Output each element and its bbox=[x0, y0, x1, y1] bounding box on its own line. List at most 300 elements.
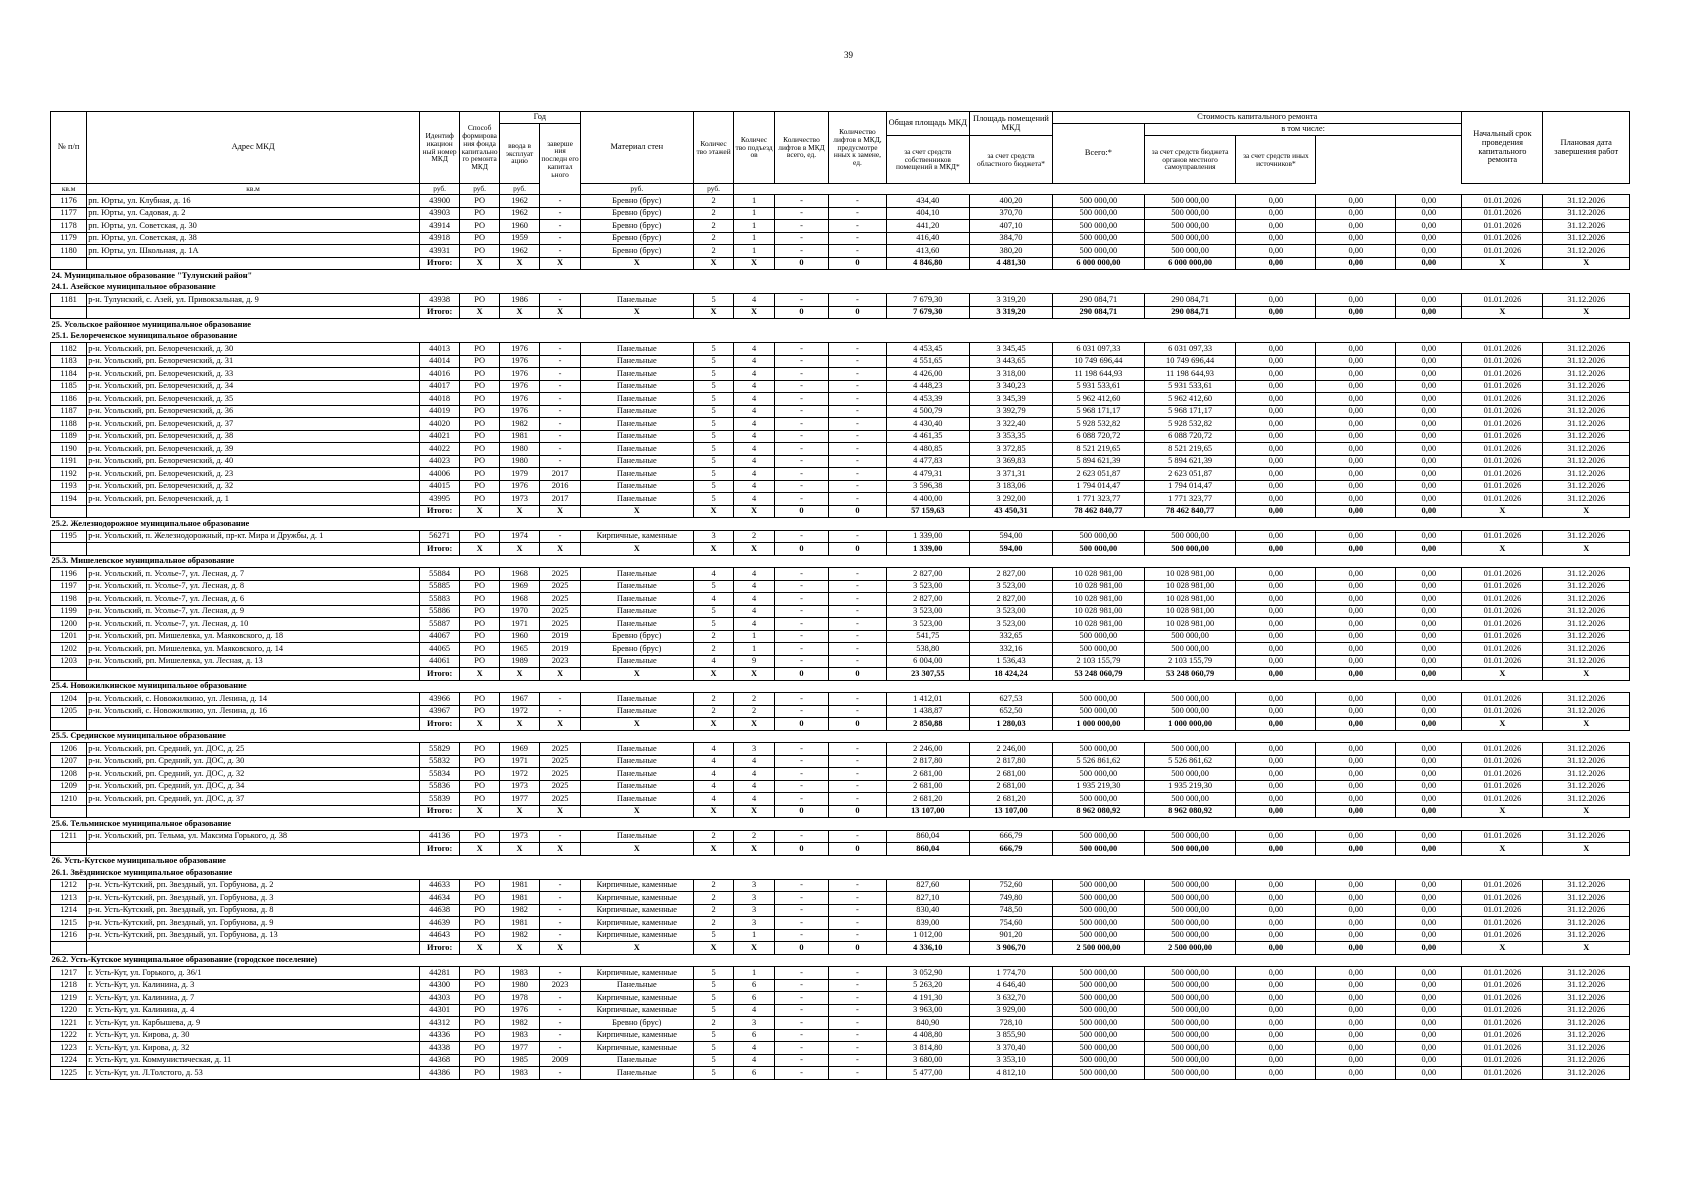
table-cell: РО bbox=[460, 232, 499, 245]
table-cell: 500 000,00 bbox=[1144, 195, 1236, 208]
table-cell: 0,00 bbox=[1316, 942, 1396, 955]
table-cell: Бревно (брус) bbox=[580, 1017, 693, 1030]
table-cell: р-н. Усольский, рп. Средний, ул. ДОС, д. 37 bbox=[87, 793, 420, 806]
table-cell: 441,20 bbox=[886, 220, 969, 233]
table-cell: 31.12.2026 bbox=[1543, 493, 1630, 506]
table-cell: 44639 bbox=[419, 917, 460, 930]
table-cell: 4 426,00 bbox=[886, 368, 969, 381]
table-cell: X bbox=[499, 543, 540, 556]
table-cell: Панельные bbox=[580, 755, 693, 768]
section-heading: 26.1. Звёзднинское муниципальное образование bbox=[51, 867, 233, 877]
table-row bbox=[51, 480, 1630, 493]
table-cell: 1976 bbox=[499, 1004, 540, 1017]
table-cell: 500 000,00 bbox=[1053, 979, 1145, 992]
table-cell: 5 bbox=[693, 1067, 734, 1080]
table-cell bbox=[51, 505, 87, 518]
table-cell: 01.01.2026 bbox=[1462, 755, 1543, 768]
table-cell: 44633 bbox=[419, 879, 460, 892]
table-cell: - bbox=[540, 294, 581, 307]
table-cell: г. Усть-Кут, ул. Коммунистическая, д. 11 bbox=[87, 1054, 420, 1067]
table-cell: - bbox=[829, 368, 887, 381]
table-cell: 2 681,00 bbox=[886, 768, 969, 781]
table-cell: - bbox=[829, 1017, 887, 1030]
table-cell: РО bbox=[460, 630, 499, 643]
table-cell: 0 bbox=[774, 257, 828, 270]
table-cell: - bbox=[829, 568, 887, 581]
table-cell: 5 bbox=[693, 618, 734, 631]
table-cell: 500 000,00 bbox=[1053, 643, 1145, 656]
table-cell: 6 088 720,72 bbox=[1144, 430, 1236, 443]
table-cell: - bbox=[829, 630, 887, 643]
table-cell: Панельные bbox=[580, 580, 693, 593]
section-heading: 26. Усть-Кутское муниципальное образование bbox=[51, 856, 226, 866]
table-row bbox=[51, 580, 1630, 593]
table-cell: 500 000,00 bbox=[1053, 743, 1145, 756]
table-cell: X bbox=[580, 306, 693, 319]
table-cell: 3 183,06 bbox=[969, 480, 1052, 493]
table-cell: 5 894 621,39 bbox=[1053, 455, 1145, 468]
table-cell: 0,00 bbox=[1316, 843, 1396, 856]
table-cell: 0,00 bbox=[1236, 306, 1316, 319]
table-cell: X bbox=[499, 718, 540, 731]
table-cell: 4 477,83 bbox=[886, 455, 969, 468]
table-cell: 4 bbox=[693, 593, 734, 606]
table-cell: 4 bbox=[693, 780, 734, 793]
table-cell: 3 372,85 bbox=[969, 443, 1052, 456]
section-heading-row bbox=[51, 282, 1630, 294]
table-cell: 0,00 bbox=[1316, 768, 1396, 781]
table-cell: 1191 bbox=[51, 455, 87, 468]
table-cell: Бревно (брус) bbox=[580, 643, 693, 656]
table-cell: 31.12.2026 bbox=[1543, 743, 1630, 756]
table-cell: - bbox=[540, 343, 581, 356]
col-id: Идентиф икацион ный номер МКД bbox=[419, 112, 460, 184]
table-cell: 4 bbox=[734, 1054, 775, 1067]
table-row bbox=[51, 405, 1630, 418]
table-cell: 0,00 bbox=[1396, 405, 1462, 418]
table-cell: 2 bbox=[693, 643, 734, 656]
table-cell: 0,00 bbox=[1316, 294, 1396, 307]
table-cell: 8 521 219,65 bbox=[1053, 443, 1145, 456]
table-cell: рп. Юрты, ул. Советская, д. 30 bbox=[87, 220, 420, 233]
table-cell: 0,00 bbox=[1236, 830, 1316, 843]
table-cell: 0,00 bbox=[1236, 979, 1316, 992]
table-cell: 0,00 bbox=[1396, 468, 1462, 481]
table-cell: 0,00 bbox=[1316, 668, 1396, 681]
table-cell: 01.01.2026 bbox=[1462, 530, 1543, 543]
table-cell: 500 000,00 bbox=[1053, 793, 1145, 806]
table-cell: р-н. Усольский, рп. Белореченский, д. 37 bbox=[87, 418, 420, 431]
table-cell: 4 bbox=[734, 493, 775, 506]
table-cell: 5 bbox=[693, 1054, 734, 1067]
table-cell: 31.12.2026 bbox=[1543, 568, 1630, 581]
table-cell: 3 bbox=[734, 892, 775, 905]
table-cell bbox=[51, 805, 87, 818]
table-cell bbox=[51, 668, 87, 681]
table-cell: 31.12.2026 bbox=[1543, 755, 1630, 768]
table-cell: 31.12.2026 bbox=[1543, 768, 1630, 781]
table-cell: 4 bbox=[734, 480, 775, 493]
table-cell: 44634 bbox=[419, 892, 460, 905]
table-cell: 0,00 bbox=[1316, 992, 1396, 1005]
table-cell: 500 000,00 bbox=[1053, 929, 1145, 942]
table-cell: 2 bbox=[693, 892, 734, 905]
table-cell: РО bbox=[460, 405, 499, 418]
table-cell: 31.12.2026 bbox=[1543, 580, 1630, 593]
table-cell: 1986 bbox=[499, 294, 540, 307]
table-cell: РО bbox=[460, 655, 499, 668]
table-cell: 0,00 bbox=[1236, 543, 1316, 556]
table-cell: 4 812,10 bbox=[969, 1067, 1052, 1080]
table-cell: X bbox=[460, 668, 499, 681]
table-cell: X bbox=[580, 805, 693, 818]
table-cell: 31.12.2026 bbox=[1543, 430, 1630, 443]
table-row bbox=[51, 455, 1630, 468]
table-cell: 839,00 bbox=[886, 917, 969, 930]
table-cell: 0,00 bbox=[1396, 195, 1462, 208]
table-cell: 666,79 bbox=[969, 830, 1052, 843]
table-cell: 0,00 bbox=[1396, 505, 1462, 518]
table-cell: 0,00 bbox=[1316, 1029, 1396, 1042]
table-cell: 4 bbox=[734, 405, 775, 418]
table-cell: 44019 bbox=[419, 405, 460, 418]
col-address: Адрес МКД bbox=[87, 112, 420, 184]
table-cell: 0,00 bbox=[1316, 755, 1396, 768]
table-cell: 500 000,00 bbox=[1144, 843, 1236, 856]
table-cell: 0,00 bbox=[1236, 368, 1316, 381]
table-cell: - bbox=[774, 1042, 828, 1055]
table-cell: 2 850,88 bbox=[886, 718, 969, 731]
table-cell: 44136 bbox=[419, 830, 460, 843]
table-cell: 0,00 bbox=[1236, 195, 1316, 208]
section-heading: 25.6. Тельминское муниципальное образование bbox=[51, 818, 232, 828]
table-cell: р-н. Усольский, рп. Тельма, ул. Максима Горького, д. 38 bbox=[87, 830, 420, 843]
table-cell: 1187 bbox=[51, 405, 87, 418]
table-cell: X bbox=[499, 505, 540, 518]
table-cell: 0,00 bbox=[1236, 805, 1316, 818]
table-cell: 4 336,10 bbox=[886, 942, 969, 955]
table-cell: 1217 bbox=[51, 967, 87, 980]
table-cell: Кирпичные, каменные bbox=[580, 917, 693, 930]
table-cell: 754,60 bbox=[969, 917, 1052, 930]
table-cell: 31.12.2026 bbox=[1543, 830, 1630, 843]
table-cell: 23 307,55 bbox=[886, 668, 969, 681]
table-cell: 1968 bbox=[499, 593, 540, 606]
table-cell: 55829 bbox=[419, 743, 460, 756]
col-cost-other: за счет средств иных источников* bbox=[1236, 136, 1316, 184]
table-cell: 1969 bbox=[499, 580, 540, 593]
table-cell: - bbox=[774, 655, 828, 668]
table-cell: 370,70 bbox=[969, 207, 1052, 220]
table-cell: 500 000,00 bbox=[1144, 543, 1236, 556]
table-cell: 1976 bbox=[499, 355, 540, 368]
table-cell: 0,00 bbox=[1396, 618, 1462, 631]
table-cell: 0,00 bbox=[1396, 979, 1462, 992]
unit-cost-local: руб. bbox=[580, 184, 693, 195]
table-cell: 2 103 155,79 bbox=[1053, 655, 1145, 668]
table-cell: 0 bbox=[774, 306, 828, 319]
table-cell: 500 000,00 bbox=[1144, 929, 1236, 942]
table-cell: 1972 bbox=[499, 705, 540, 718]
table-cell: 1190 bbox=[51, 443, 87, 456]
table-cell bbox=[51, 843, 87, 856]
table-cell: 31.12.2026 bbox=[1543, 1067, 1630, 1080]
table-row bbox=[51, 780, 1630, 793]
table-cell: РО bbox=[460, 879, 499, 892]
table-cell: 44013 bbox=[419, 343, 460, 356]
table-cell: 3 680,00 bbox=[886, 1054, 969, 1067]
table-cell: РО bbox=[460, 929, 499, 942]
table-cell: 0,00 bbox=[1396, 543, 1462, 556]
table-cell: - bbox=[829, 195, 887, 208]
table-cell: X bbox=[734, 543, 775, 556]
table-cell: 1983 bbox=[499, 967, 540, 980]
table-cell: 31.12.2026 bbox=[1543, 468, 1630, 481]
section-heading-row bbox=[51, 867, 1630, 879]
table-cell: - bbox=[774, 705, 828, 718]
table-cell: 0 bbox=[829, 668, 887, 681]
table-cell: р-н. Усольский, п. Усолье-7, ул. Лесная, д. 9 bbox=[87, 605, 420, 618]
table-cell: 1974 bbox=[499, 530, 540, 543]
table-cell: X bbox=[540, 543, 581, 556]
table-row bbox=[51, 393, 1630, 406]
table-cell: Кирпичные, каменные bbox=[580, 929, 693, 942]
table-cell: - bbox=[829, 904, 887, 917]
table-cell: 1 012,00 bbox=[886, 929, 969, 942]
table-cell: 31.12.2026 bbox=[1543, 693, 1630, 706]
table-cell: Панельные bbox=[580, 593, 693, 606]
table-cell: 44016 bbox=[419, 368, 460, 381]
table-cell: 1962 bbox=[499, 207, 540, 220]
table-cell: 01.01.2026 bbox=[1462, 593, 1543, 606]
table-cell: р-н. Усольский, рп. Белореченский, д. 32 bbox=[87, 480, 420, 493]
unit-total-area: кв.м bbox=[51, 184, 87, 195]
table-row bbox=[51, 220, 1630, 233]
table-cell: 01.01.2026 bbox=[1462, 1029, 1543, 1042]
table-cell: Панельные bbox=[580, 468, 693, 481]
table-cell: - bbox=[829, 892, 887, 905]
table-cell: 0,00 bbox=[1316, 879, 1396, 892]
table-cell: 01.01.2026 bbox=[1462, 904, 1543, 917]
table-cell: 5 bbox=[693, 580, 734, 593]
table-cell: 0,00 bbox=[1396, 743, 1462, 756]
table-cell: 4 453,45 bbox=[886, 343, 969, 356]
table-cell: Итого: bbox=[419, 805, 460, 818]
table-cell: 1973 bbox=[499, 830, 540, 843]
table-cell: 384,70 bbox=[969, 232, 1052, 245]
table-cell: 1203 bbox=[51, 655, 87, 668]
table-cell: 2025 bbox=[540, 605, 581, 618]
table-cell: X bbox=[499, 306, 540, 319]
table-cell: 0,00 bbox=[1316, 306, 1396, 319]
table-row bbox=[51, 655, 1630, 668]
table-cell: 541,75 bbox=[886, 630, 969, 643]
table-cell: 0,00 bbox=[1316, 393, 1396, 406]
table-cell: 3 353,10 bbox=[969, 1054, 1052, 1067]
table-cell: Панельные bbox=[580, 780, 693, 793]
table-cell: 01.01.2026 bbox=[1462, 830, 1543, 843]
table-cell: Панельные bbox=[580, 830, 693, 843]
table-cell: 500 000,00 bbox=[1053, 1042, 1145, 1055]
table-cell: 44061 bbox=[419, 655, 460, 668]
table-cell: РО bbox=[460, 380, 499, 393]
table-cell: 500 000,00 bbox=[1144, 768, 1236, 781]
table-cell: 827,60 bbox=[886, 879, 969, 892]
table-cell: р-н. Усольский, рп. Белореченский, д. 33 bbox=[87, 368, 420, 381]
table-cell: РО bbox=[460, 979, 499, 992]
table-cell: РО bbox=[460, 593, 499, 606]
table-cell: 31.12.2026 bbox=[1543, 1029, 1630, 1042]
table-cell: р-н. Усольский, рп. Белореченский, д. 1 bbox=[87, 493, 420, 506]
table-cell: РО bbox=[460, 294, 499, 307]
section-heading: 25.4. Новожилкинское муниципальное образование bbox=[51, 681, 247, 691]
table-cell: 1 bbox=[734, 232, 775, 245]
table-cell: 55886 bbox=[419, 605, 460, 618]
table-cell: X bbox=[540, 668, 581, 681]
unit-cost-owners: руб. bbox=[460, 184, 499, 195]
table-cell: - bbox=[774, 967, 828, 980]
table-cell: 0,00 bbox=[1236, 793, 1316, 806]
table-cell: - bbox=[540, 917, 581, 930]
table-cell: 1976 bbox=[499, 480, 540, 493]
table-cell: г. Усть-Кут, ул. Калинина, д. 7 bbox=[87, 992, 420, 1005]
table-row bbox=[51, 904, 1630, 917]
table-cell: 0 bbox=[829, 257, 887, 270]
table-cell: 0,00 bbox=[1316, 493, 1396, 506]
table-cell: 2023 bbox=[540, 979, 581, 992]
table-cell: 01.01.2026 bbox=[1462, 430, 1543, 443]
table-cell: - bbox=[774, 368, 828, 381]
table-cell: - bbox=[829, 468, 887, 481]
table-cell: 0 bbox=[774, 805, 828, 818]
table-cell: 3 318,00 bbox=[969, 368, 1052, 381]
table-cell: 1220 bbox=[51, 1004, 87, 1017]
table-cell: 1 bbox=[734, 207, 775, 220]
table-cell: 500 000,00 bbox=[1144, 693, 1236, 706]
table-cell bbox=[87, 257, 420, 270]
table-cell: X bbox=[460, 543, 499, 556]
table-cell: 2 bbox=[693, 904, 734, 917]
col-wall: Материал стен bbox=[580, 112, 693, 184]
table-cell: 1 bbox=[734, 967, 775, 980]
table-cell: 5 bbox=[693, 294, 734, 307]
table-cell: 2 827,00 bbox=[969, 568, 1052, 581]
table-cell: Итого: bbox=[419, 543, 460, 556]
table-cell: 0 bbox=[829, 718, 887, 731]
table-cell: р-н. Усольский, п. Усолье-7, ул. Лесная, д. 10 bbox=[87, 618, 420, 631]
table-cell: 4 bbox=[734, 418, 775, 431]
table-cell: 43900 bbox=[419, 195, 460, 208]
table-cell: 1 794 014,47 bbox=[1053, 480, 1145, 493]
table-cell: 594,00 bbox=[969, 543, 1052, 556]
table-cell: X bbox=[1543, 843, 1630, 856]
col-end-date: Плановая дата завершения работ bbox=[1543, 112, 1630, 184]
table-cell: 0,00 bbox=[1236, 1054, 1316, 1067]
table-cell: 01.01.2026 bbox=[1462, 693, 1543, 706]
table-cell: 0,00 bbox=[1316, 1017, 1396, 1030]
table-cell: 10 028 981,00 bbox=[1144, 618, 1236, 631]
table-cell: 5 bbox=[693, 605, 734, 618]
table-cell: X bbox=[734, 843, 775, 856]
table-cell: - bbox=[829, 917, 887, 930]
table-cell: 1222 bbox=[51, 1029, 87, 1042]
table-cell: РО bbox=[460, 245, 499, 258]
table-cell: 31.12.2026 bbox=[1543, 892, 1630, 905]
table-cell: 500 000,00 bbox=[1053, 630, 1145, 643]
table-cell: X bbox=[693, 805, 734, 818]
table-cell: 1219 bbox=[51, 992, 87, 1005]
table-cell: 0,00 bbox=[1236, 493, 1316, 506]
table-cell: 2019 bbox=[540, 630, 581, 643]
table-cell: 31.12.2026 bbox=[1543, 480, 1630, 493]
table-cell: 1962 bbox=[499, 245, 540, 258]
table-cell: 5 bbox=[693, 480, 734, 493]
table-row bbox=[51, 1067, 1630, 1080]
table-cell: 2025 bbox=[540, 755, 581, 768]
table-cell: 1 bbox=[734, 195, 775, 208]
table-cell: 2 bbox=[693, 693, 734, 706]
table-cell: 1971 bbox=[499, 618, 540, 631]
table-cell: 55887 bbox=[419, 618, 460, 631]
table-cell: 0,00 bbox=[1396, 207, 1462, 220]
table-cell: 31.12.2026 bbox=[1543, 355, 1630, 368]
table-cell: 5 bbox=[693, 418, 734, 431]
table-cell: РО bbox=[460, 418, 499, 431]
table-cell: 3 523,00 bbox=[969, 618, 1052, 631]
table-cell: 2 623 051,87 bbox=[1053, 468, 1145, 481]
table-cell: 2016 bbox=[540, 480, 581, 493]
table-cell: - bbox=[540, 368, 581, 381]
table-cell: 2 827,00 bbox=[886, 568, 969, 581]
table-cell: X bbox=[1462, 718, 1543, 731]
table-cell: Панельные bbox=[580, 430, 693, 443]
table-cell bbox=[51, 257, 87, 270]
table-cell: 0,00 bbox=[1316, 805, 1396, 818]
table-cell: 01.01.2026 bbox=[1462, 418, 1543, 431]
table-cell: X bbox=[1543, 805, 1630, 818]
table-cell: РО bbox=[460, 793, 499, 806]
table-cell: - bbox=[829, 207, 887, 220]
table-cell: 0,00 bbox=[1396, 368, 1462, 381]
table-cell: 1 771 323,77 bbox=[1144, 493, 1236, 506]
table-cell: РО bbox=[460, 455, 499, 468]
table-cell: - bbox=[774, 443, 828, 456]
table-cell: X bbox=[734, 306, 775, 319]
table-cell: 0,00 bbox=[1236, 207, 1316, 220]
table-cell: 10 028 981,00 bbox=[1053, 618, 1145, 631]
table-cell: 2 bbox=[693, 917, 734, 930]
table-cell: р-н. Усольский, рп. Белореченский, д. 23 bbox=[87, 468, 420, 481]
table-cell: 44386 bbox=[419, 1067, 460, 1080]
table-cell: 500 000,00 bbox=[1144, 992, 1236, 1005]
table-cell: 4 bbox=[734, 593, 775, 606]
table-cell: р-н. Усольский, рп. Мишелевка, ул. Маяковского, д. 18 bbox=[87, 630, 420, 643]
table-cell: 3 632,70 bbox=[969, 992, 1052, 1005]
table-cell: 0,00 bbox=[1316, 1067, 1396, 1080]
table-cell: - bbox=[774, 929, 828, 942]
table-cell: Бревно (брус) bbox=[580, 207, 693, 220]
table-cell: 500 000,00 bbox=[1144, 220, 1236, 233]
table-cell: Панельные bbox=[580, 793, 693, 806]
table-cell: 6 bbox=[734, 1067, 775, 1080]
table-cell: р-н. Усольский, рп. Белореченский, д. 36 bbox=[87, 405, 420, 418]
table-cell: 3 bbox=[734, 904, 775, 917]
table-cell: 3 bbox=[734, 917, 775, 930]
table-cell: 01.01.2026 bbox=[1462, 929, 1543, 942]
table-cell: 0,00 bbox=[1396, 355, 1462, 368]
table-cell: 44643 bbox=[419, 929, 460, 942]
table-cell: 0 bbox=[829, 942, 887, 955]
